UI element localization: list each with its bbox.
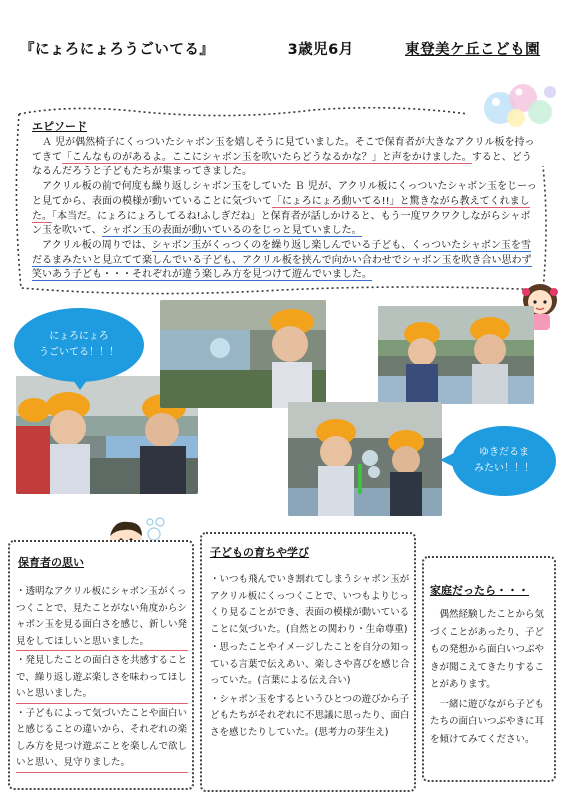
speech-bubble-left-text: にょろにょろ うごいてる！！！ xyxy=(39,331,119,358)
episode-heading: エピソード xyxy=(32,120,87,133)
class-age: 3歳児6月 xyxy=(287,42,354,58)
growth-learning-list xyxy=(210,572,410,743)
photo-children-bottom xyxy=(288,402,442,516)
episode-paragraph-3: アクリル板の周りでは、シャボン玉がくっつくのを繰り返し楽しんでいる子ども、くっついたシャボン玉を雪だるまみたいと見立てて楽しんでいる子ども、アクリル板を挟んで向かい合わせでシャボン玉を吹き合い思わず笑いあう子ども・・・それぞれが違う楽しみ方を見つけて遊んでいました。 xyxy=(32,239,532,281)
speech-bubble-right-text: ゆきだるま みたい！！！ xyxy=(474,447,534,474)
teacher-thought-item: ・子どもによって気づいたことや面白いと感じることの違いから、それぞれの楽しみ方を見つけ遊ぶことを楽しんで欲しいと思い、見守りました。 xyxy=(16,706,188,773)
speech-bubble-right-tail xyxy=(440,452,456,468)
speech-bubble-right xyxy=(452,426,556,496)
teacher-thought-item: ・透明なアクリル板にシャボン玉がくっつくことで、見たことがない角度からシャボン玉を見る面白さを感じ、新しい発見をしてほしいと思いました。 xyxy=(16,584,188,651)
at-home-text xyxy=(430,606,552,750)
page-header xyxy=(20,38,540,62)
at-home-paragraph-1: 偶然経験したことから気づくことがあったり、子どもの発想から面白いつぶやきが聞こえてきたりすることがあります。 xyxy=(430,609,545,690)
page-title: 『にょろにょろうごいてる』 xyxy=(20,42,215,58)
growth-learning-item: ・いつも飛んでいき割れてしまうシャボン玉がアクリル板にくっつくことで、いつもよりじっくり見ることができ、表面の模様が動いていることに気づいた。(自然との関わり・生命尊重) xyxy=(210,574,410,635)
growth-learning-item: ・シャボン玉をするというひとつの遊びから子どもたちがそれぞれに不思議に思ったり、面白さを感じたりしていた。(思考力の芽生え) xyxy=(210,693,410,738)
teacher-thoughts-heading: 保育者の思い xyxy=(18,556,84,569)
school-name: 東登美ケ丘こども園 xyxy=(405,42,541,58)
episode-paragraph-2: アクリル板の前で何度も繰り返しシャボン玉をしていた Ｂ 児が、アクリル板にくっついたシャボン玉をじーっと見てから、表面の模様が動いていることに気づいて「にょろにょろ動いてる!!」と驚きながら教えてくれました。「本当だ。にょろにょろしてるね!ふしぎだね」と保育者が話しかけると、もう一度ワクワクしながらシャボン玉を吹いて、シャボン玉の表面が動いているのをじっと見ていました。 xyxy=(32,181,537,237)
at-home-heading: 家庭だったら・・・ xyxy=(430,584,529,597)
episode-paragraph-1: Ａ 児が偶然椅子にくっついたシャボン玉を嬉しそうに見ていました。そこで保育者が大きなアクリル板を持ってきて「こんなものがあるよ。ここにシャボン玉を吹いたらどうなるかな？」と声をかけました。すると、どうなるんだろうと子どもたちが集まってきました。 xyxy=(32,137,535,178)
episode-text xyxy=(32,136,538,283)
growth-learning-heading: 子どもの育ちや学び xyxy=(210,546,309,559)
teacher-thoughts-list xyxy=(16,584,188,775)
at-home-paragraph-2: 一緒に遊びながら子どもたちの面白いつぶやきに耳を傾けてみてください。 xyxy=(430,698,545,745)
teacher-thought-item: ・発見したことの面白さを共感することで、繰り返し遊ぶ楽しさを味わってほしいと思いました。 xyxy=(16,653,188,704)
speech-bubble-left-tail xyxy=(70,376,90,390)
speech-bubble-left xyxy=(14,308,144,382)
growth-learning-item: ・思ったことやイメージしたことを自分の知っている言葉で伝えあい、楽しさや喜びを感じ合っていた。(言葉による伝え合い) xyxy=(210,642,410,686)
photo-children-center xyxy=(160,300,326,408)
photo-children-right xyxy=(378,306,534,404)
